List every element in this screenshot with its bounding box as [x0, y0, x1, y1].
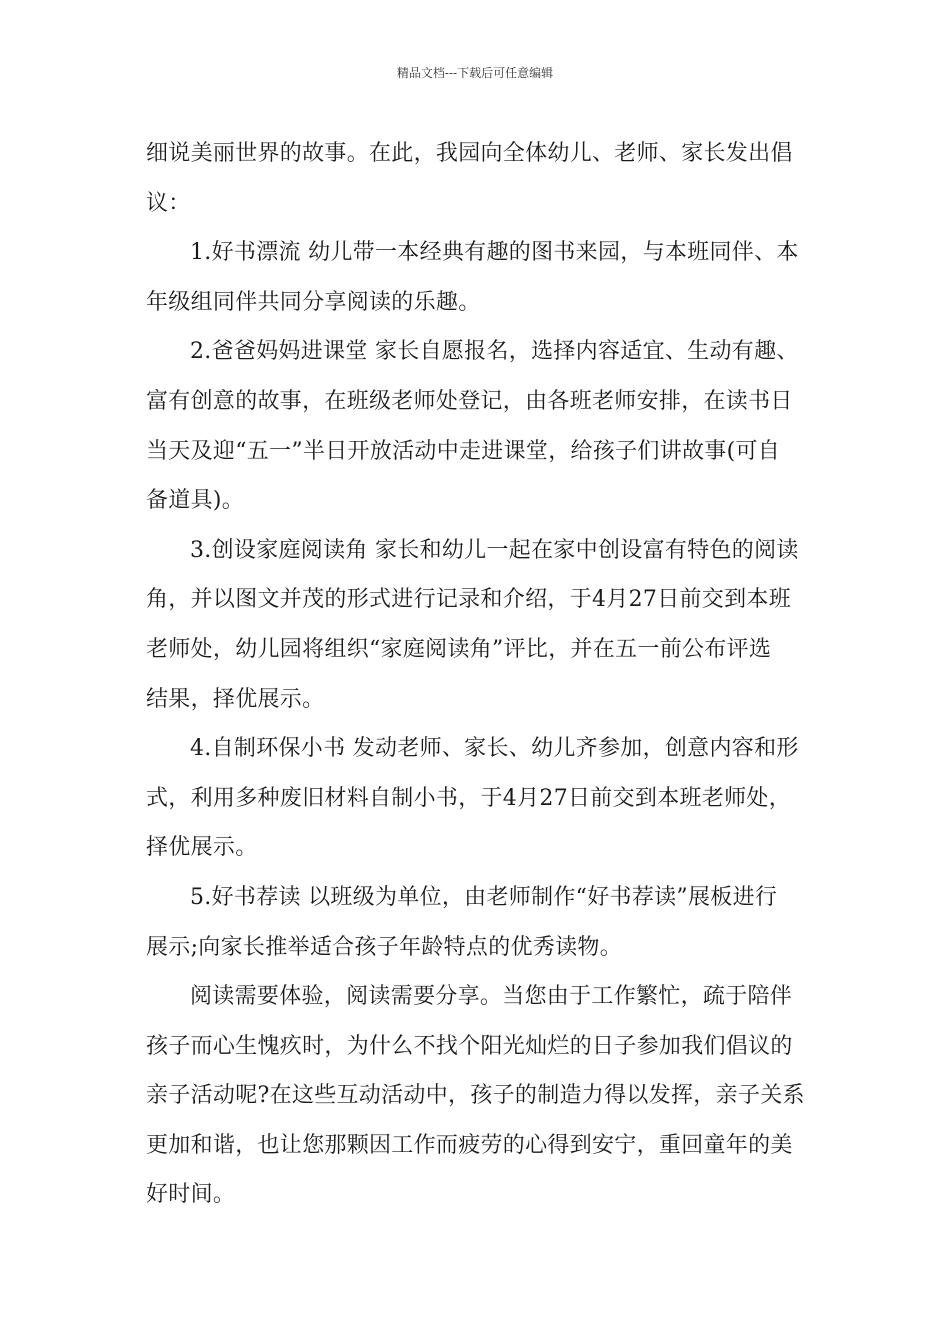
text-line: 当天及迎“五一”半日开放活动中走进课堂，给孩子们讲故事(可自: [146, 438, 781, 464]
text-line: 亲子活动呢?在这些互动活动中，孩子的制造力得以发挥，亲子关系: [146, 1083, 805, 1109]
text-line: 角，并以图文并茂的形式进行记录和介绍，于4月27日前交到本班: [146, 587, 791, 613]
text-line: 2.爸爸妈妈进课堂 家长自愿报名，选择内容适宜、生动有趣、: [190, 339, 799, 365]
text-line: 5.好书荐读 以班级为单位，由老师制作“好书荐读”展板进行: [190, 884, 778, 910]
text-line: 细说美丽世界的故事。在此，我园向全体幼儿、老师、家长发出倡: [146, 141, 793, 166]
text-line: 更加和谐，也让您那颗因工作而疲劳的心得到安宁，重回童年的美: [146, 1132, 793, 1158]
text-line: 阅读需要体验，阅读需要分享。当您由于工作繁忙，疏于陪伴: [190, 984, 793, 1010]
text-line: 老师处，幼儿园将组织“家庭阅读角”评比，并在五一前公布评选: [146, 636, 772, 662]
text-line: 4.自制环保小书 发动老师、家长、幼儿齐参加，创意内容和形: [190, 736, 799, 762]
document-body: [146, 134, 808, 1225]
text-line: 展示;向家长推举适合孩子年龄特点的优秀读物。: [146, 934, 623, 960]
text-line: 备道具)。: [146, 488, 245, 514]
text-line: 议：: [146, 190, 191, 216]
text-line: 富有创意的故事，在班级老师处登记，由各班老师安排，在读书日: [146, 388, 793, 414]
text-line: 结果，择优展示。: [146, 686, 325, 712]
page-header: 精品文档---下载后可任意编辑: [396, 66, 554, 80]
text-line: 孩子而心生愧疚时，为什么不找个阳光灿烂的日子参加我们倡议的: [146, 1033, 793, 1059]
text-line: 式，利用多种废旧材料自制小书，于4月27日前交到本班老师处，: [146, 785, 791, 811]
text-line: 3.创设家庭阅读角 家长和幼儿一起在家中创设富有特色的阅读: [190, 537, 799, 563]
text-line: 1.好书漂流 幼儿带一本经典有趣的图书来园，与本班同伴、本: [190, 240, 799, 266]
text-line: 择优展示。: [146, 835, 258, 861]
text-line: 年级组同伴共同分享阅读的乐趣。: [146, 289, 481, 315]
text-line: 好时间。: [146, 1182, 236, 1208]
